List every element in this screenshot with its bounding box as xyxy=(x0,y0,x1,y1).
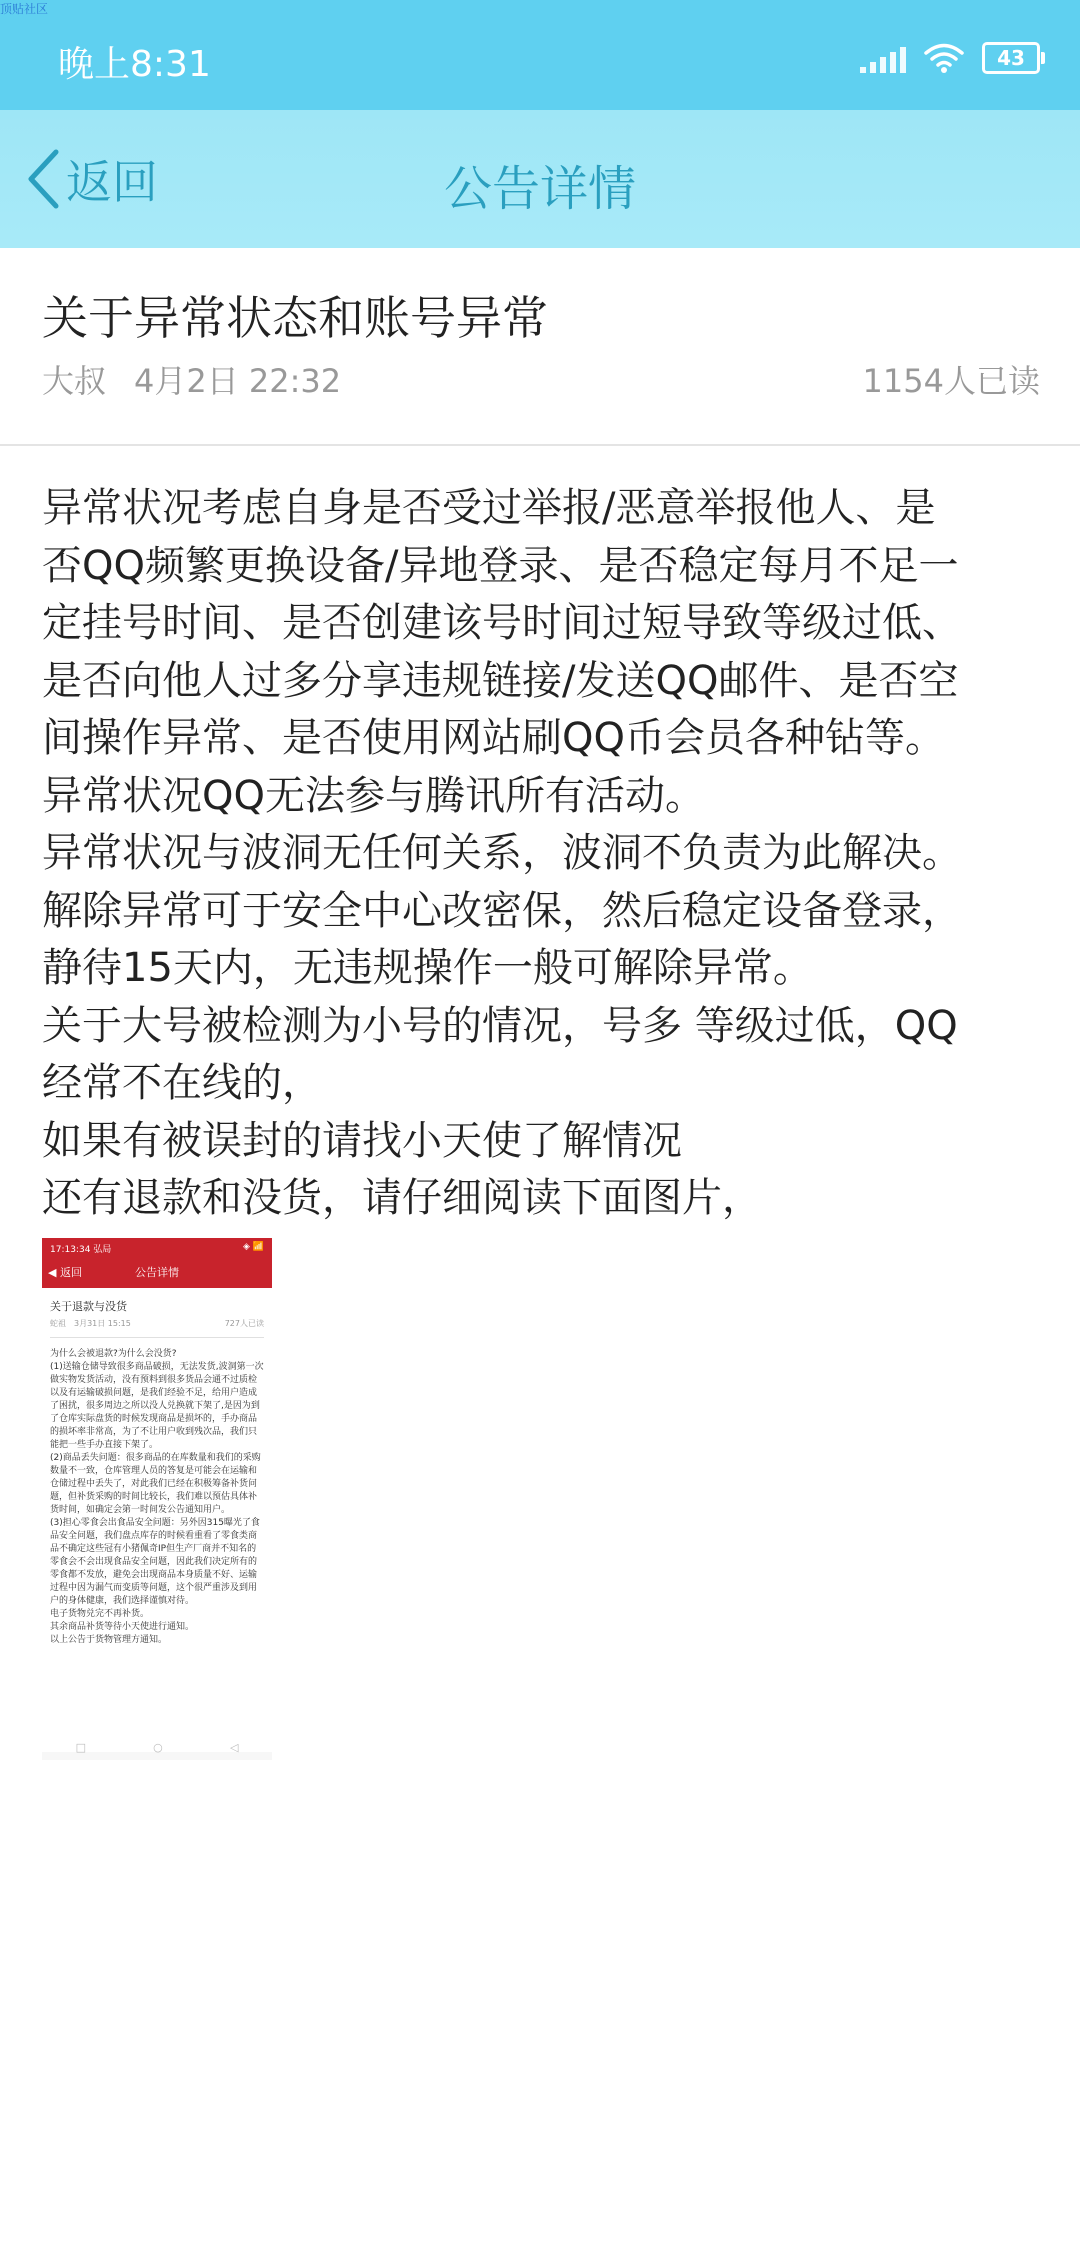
content-line: 异常状况与波洞无任何关系，波洞不负责为此解决。 xyxy=(42,830,962,876)
post-meta xyxy=(42,356,341,402)
content-line: 定挂号时间、是否创建该号时间过短导致等级过低、 xyxy=(42,600,962,646)
embedded-post-meta xyxy=(50,1318,264,1329)
signal-icon xyxy=(860,43,906,73)
content-line: 间操作异常、是否使用网站刷QQ币会员各种钻等。 xyxy=(42,715,945,761)
embedded-line: 以上公告于货物管理方通知。 xyxy=(50,1635,168,1645)
battery-icon: 43 xyxy=(982,42,1040,74)
embedded-read-count: 727人已读 xyxy=(224,1319,264,1328)
nav-bar xyxy=(0,110,1080,248)
post-date: 4月2日 22:32 xyxy=(134,362,342,400)
watermark: 顶贴社区 xyxy=(0,2,49,16)
embedded-line: 电子货物兑完不再补货。 xyxy=(50,1609,150,1619)
embedded-line: (2)商品丢失问题：很多商品的在库数量和我们的采购数量不一致，仓库管理人员的答复是可能会在运输和仓储过程中丢失了，对此我们已经在积极筹备补货问题，但补货采购的时间比较长，我们难以预估具体补货时间，如确定会第一时间发公告通知用户。 xyxy=(50,1453,261,1515)
content-line: 经常不在线的， xyxy=(42,1060,322,1106)
content-line: 还有退款和没货，请仔细阅读下面图片， xyxy=(42,1175,762,1221)
post-title: 关于异常状态和账号异常 xyxy=(42,291,548,345)
embedded-screenshot-image[interactable] xyxy=(42,1238,272,1760)
embedded-line: (1)送输仓储导致很多商品破损，无法发货,波洞第一次做实物发货活动，没有预料到很多货品会通不过质检以及有运输破损问题，是我们经验不足，给用户造成了困扰，很多周边之所以没人兑换就下架了,是因为到了仓库实际盘货的时候发现商品是损坏的，手办商品的损坏率非常高，为了不让用户收到残次品，我们只能把一些手办直接下架了。 xyxy=(50,1362,264,1450)
embedded-line: (3)担心零食会出食品安全问题：另外因315曝光了食品安全问题，我们盘点库存的时候看重看了零食类商品不确定这些冠有小猪佩奇IP但生产厂商并不知名的零食会不会出现食品安全问题，因此我们决定所有的零食都不发放，避免会出现商品本身质量不好、运输过程中因为漏气而变质等问题，这个很严重涉及到用户的身体健康，我们选择谨慎对待。 xyxy=(50,1518,260,1606)
embedded-post-title: 关于退款与没货 xyxy=(50,1300,127,1313)
content-line: 如果有被误封的请找小天使了解情况 xyxy=(42,1117,682,1164)
embedded-status-icons: ◈ 📶 xyxy=(243,1242,264,1252)
embedded-circle-icon: ○ xyxy=(153,1741,163,1754)
embedded-status-time: 17:13:34 弘局 xyxy=(50,1245,112,1255)
content-line: 否QQ频繁更换设备/异地登录、是否稳定每月不足一 xyxy=(42,542,959,589)
embedded-line: 其余商品补货等待小天使进行通知。 xyxy=(50,1622,195,1632)
post-author: 大叔 xyxy=(42,362,107,400)
page-title: 公告详情 xyxy=(443,161,636,217)
status-time: 晚上8:31 xyxy=(58,44,211,85)
embedded-back-button: ◀ 返回 xyxy=(48,1266,82,1279)
content-line: 是否向他人过多分享违规链接/发送QQ邮件、是否空 xyxy=(42,657,959,704)
embedded-header xyxy=(42,1238,272,1288)
embedded-divider xyxy=(50,1337,264,1338)
embedded-page-title: 公告详情 xyxy=(135,1266,179,1279)
embedded-back-icon: ◁ xyxy=(229,1741,239,1754)
content-line: 解除异常可于安全中心改密保，然后稳定设备登录， xyxy=(42,887,962,934)
post-header xyxy=(0,248,1080,446)
content-line: 关于大号被检测为小号的情况，号多 等级过低，QQ xyxy=(42,1002,958,1049)
wifi-icon xyxy=(924,42,964,74)
status-icons xyxy=(860,38,1040,78)
embedded-meta-left: 蛇祖 3月31日 15:15 xyxy=(50,1319,131,1328)
embedded-square-icon: □ xyxy=(75,1741,86,1754)
status-bar xyxy=(0,0,1080,110)
embedded-line: 为什么会被退款?为什么会没货? xyxy=(50,1349,177,1359)
read-count: 1154人已读 xyxy=(862,362,1040,400)
embedded-body xyxy=(42,1288,272,1752)
content-line: 异常状况QQ无法参与腾讯所有活动。 xyxy=(42,772,705,819)
content-line: 异常状况考虑自身是否受过举报/恶意举报他人、是 xyxy=(42,485,936,531)
back-label: 返回 xyxy=(66,155,158,209)
content-line: 静待15天内，无违规操作一般可解除异常。 xyxy=(42,945,813,991)
embedded-nav-bar xyxy=(42,1741,272,1754)
embedded-text xyxy=(50,1348,264,1647)
post-content xyxy=(42,480,1052,1228)
